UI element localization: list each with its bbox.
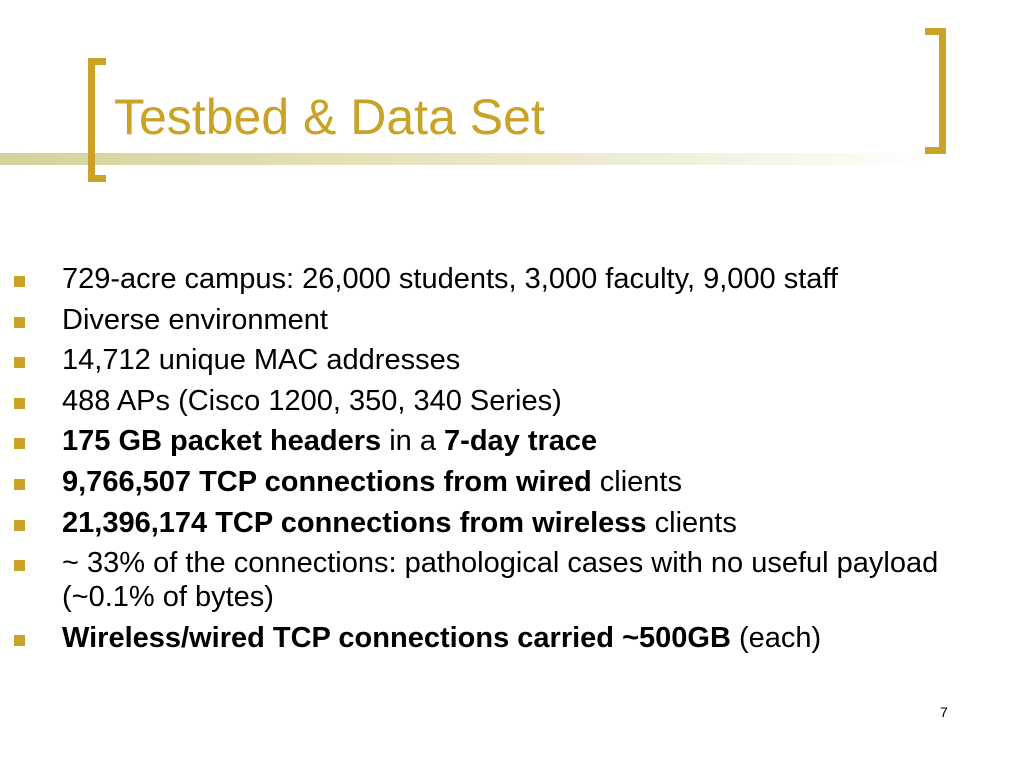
bullet-text-segment: 14,712 unique MAC addresses <box>62 344 461 377</box>
square-bullet-icon <box>14 398 25 409</box>
square-bullet-icon <box>14 357 25 368</box>
bullet-item <box>14 424 1004 458</box>
bullet-text <box>62 506 1004 540</box>
bullet-text-segment: 488 APs (Cisco 1200, 350, 340 Series) <box>62 384 562 417</box>
bullet-text-segment: clients <box>646 506 737 539</box>
bullet-text-bold: 7-day trace <box>444 425 598 458</box>
bullet-text-segment: 729-acre campus: 26,000 students, 3,000 faculty, 9,000 staff <box>62 263 838 295</box>
bullet-item <box>14 262 1004 296</box>
bullet-item <box>14 384 1004 418</box>
bullet-text-segment: (each) <box>730 621 822 654</box>
square-bullet-icon <box>14 438 25 449</box>
square-bullet-icon <box>14 635 25 646</box>
bullet-item <box>14 303 1004 337</box>
bullet-text-segment: in a <box>381 425 445 458</box>
left-bracket-decoration <box>88 58 106 182</box>
bullet-text-segment: clients <box>591 465 682 498</box>
bullet-item <box>14 546 1004 614</box>
square-bullet-icon <box>14 317 25 328</box>
square-bullet-icon <box>14 276 25 287</box>
bullet-text-bold: 175 GB packet headers <box>62 425 382 458</box>
bullet-item <box>14 506 1004 540</box>
bullet-text <box>62 262 1004 296</box>
right-bracket-decoration <box>925 28 946 154</box>
bullet-text-bold: 9,766,507 TCP connections from wired <box>62 465 592 498</box>
bullet-item <box>14 465 1004 499</box>
page-number: 7 <box>940 704 948 720</box>
bullet-text <box>62 384 1004 418</box>
square-bullet-icon <box>14 520 25 531</box>
slide-title: Testbed & Data Set <box>114 89 545 145</box>
bullet-text-segment: ~ 33% of the connections: pathological cases with no useful payload (~0.1% of bytes) <box>62 547 939 614</box>
bullet-text-segment: Diverse environment <box>62 303 328 336</box>
bullet-text <box>62 546 1004 614</box>
bullet-text-bold: 21,396,174 TCP connections from wireless <box>62 506 647 539</box>
square-bullet-icon <box>14 560 25 571</box>
bullet-text <box>62 303 1004 337</box>
bullet-text <box>62 424 1004 458</box>
title-decorative-bar <box>0 153 930 165</box>
bullet-text <box>62 621 1004 655</box>
square-bullet-icon <box>14 479 25 490</box>
bullet-text-bold: Wireless/wired TCP connections carried ~500GB <box>62 621 731 654</box>
bullet-item <box>14 621 1004 655</box>
bullet-text <box>62 343 1004 377</box>
bullet-item <box>14 343 1004 377</box>
bullet-list <box>14 262 1004 661</box>
bullet-text <box>62 465 1004 499</box>
